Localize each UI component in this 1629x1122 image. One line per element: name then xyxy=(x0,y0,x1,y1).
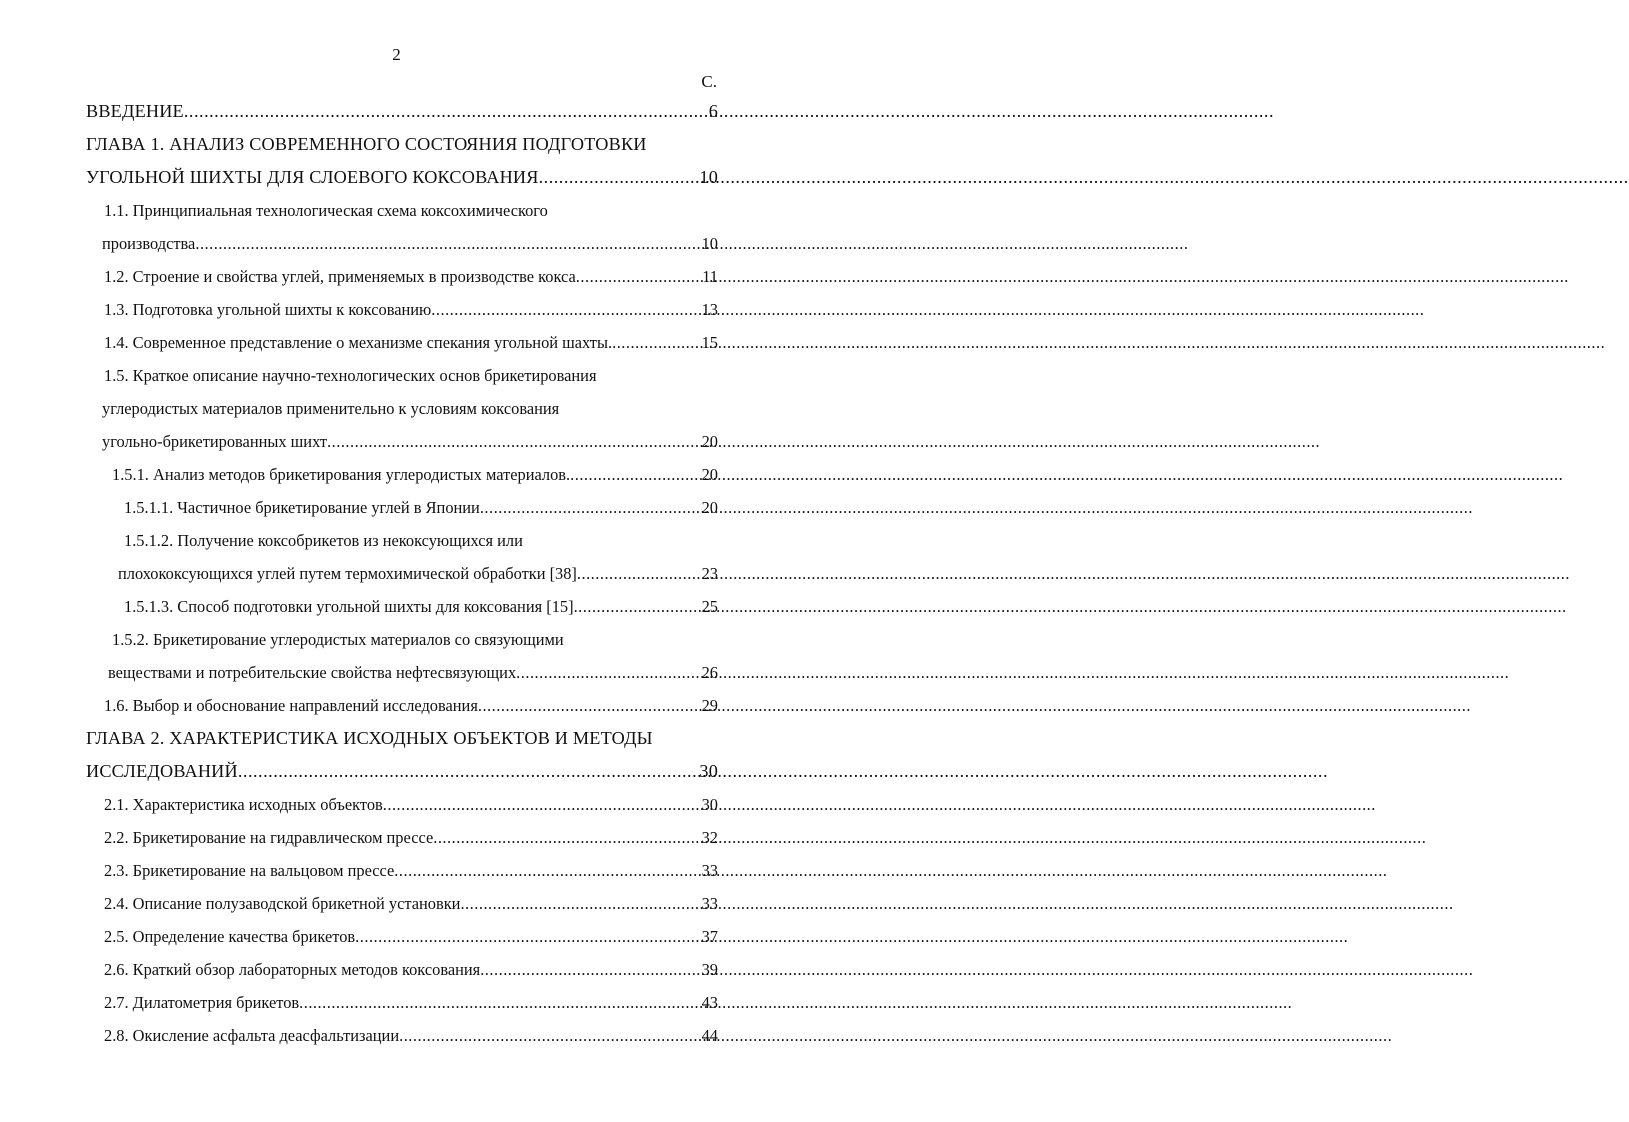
toc-page-number: 15 xyxy=(701,333,718,352)
toc-entry-text: 2.3. Брикетирование на вальцовом прессе xyxy=(104,861,395,880)
toc-entry-1-5-1-2 xyxy=(86,524,718,557)
dot-leader xyxy=(478,689,700,722)
toc-entry-text: ГЛАВА 2. ХАРАКТЕРИСТИКА ИСХОДНЫХ ОБЪЕКТОВ И МЕТОДЫ xyxy=(86,728,653,748)
toc-entry-1-5-cont xyxy=(86,392,718,425)
toc-entry-text: угольно-брикетированных шихт xyxy=(102,432,328,451)
toc-page-number: 20 xyxy=(701,432,718,451)
toc-entry-text: 1.5.1.3. Способ подготовки угольной шихты для коксования [15] xyxy=(124,597,574,616)
toc-entry-text: ВВЕДЕНИЕ xyxy=(86,101,184,121)
toc-page-number: 29 xyxy=(701,696,718,715)
toc-entry-text: веществами и потребительские свойства нефтесвязующих xyxy=(108,663,517,682)
toc-entry-text: 1.5.1. Анализ методов брикетирования углеродистых материалов. xyxy=(112,465,571,484)
toc-entry-chapter-1 xyxy=(86,128,718,161)
dot-leader xyxy=(480,953,699,986)
dot-leader xyxy=(299,986,699,1019)
toc-page-number: 11 xyxy=(702,267,718,286)
toc-entry-2-4 xyxy=(86,887,718,920)
dot-leader xyxy=(460,887,699,920)
toc-entry-1-5-1-3 xyxy=(86,590,718,623)
toc-entry-text: 1.2. Строение и свойства углей, применяемых в производстве кокса xyxy=(104,267,576,286)
toc-entry-text: 1.4. Современное представление о механизме спекания угольной шахты. xyxy=(104,333,613,352)
dot-leader xyxy=(399,1019,700,1052)
toc-entry-2-2 xyxy=(86,821,718,854)
toc-page-number: 23 xyxy=(701,564,718,583)
toc-entry-text: 2.2. Брикетирование на гидравлическом прессе xyxy=(104,828,434,847)
toc-page-number: 33 xyxy=(701,861,718,880)
toc-page-number: 32 xyxy=(701,828,718,847)
toc-entry-2-3 xyxy=(86,854,718,887)
toc-entry-2-7 xyxy=(86,986,718,1019)
toc-page-number: 39 xyxy=(701,960,718,979)
toc-entry-text: 2.6. Краткий обзор лабораторных методов коксования xyxy=(104,960,481,979)
toc-entry-1-3 xyxy=(86,293,718,326)
dot-leader xyxy=(327,425,700,458)
toc-entry-text: углеродистых материалов применительно к условиям коксования xyxy=(102,399,560,418)
toc-page-number: 26 xyxy=(701,663,718,682)
toc-page-number: 20 xyxy=(701,498,718,517)
toc-entry-chapter-2-cont xyxy=(86,755,718,788)
toc-entry-1-5-2 xyxy=(86,623,718,656)
dot-leader xyxy=(433,821,699,854)
toc-entry-text: 1.1. Принципиальная технологическая схема коксохимического xyxy=(104,201,548,220)
dot-leader xyxy=(516,656,699,689)
toc-entry-chapter-1-cont xyxy=(86,161,718,194)
dot-leader xyxy=(577,557,700,590)
toc-entry-1-1 xyxy=(86,194,718,227)
toc-page-number: 44 xyxy=(701,1026,718,1045)
toc-entry-text: 1.5. Краткое описание научно-технологических основ брикетирования xyxy=(104,366,597,385)
dot-leader xyxy=(576,260,700,293)
toc-entry-1-6 xyxy=(86,689,718,722)
dot-leader xyxy=(184,95,707,128)
toc-entry-text: 2.8. Окисление асфальта деасфальтизации xyxy=(104,1026,400,1045)
page-number: 2 xyxy=(392,45,401,64)
dot-leader xyxy=(383,788,700,821)
toc-entry-text: 1.5.1.2. Получение коксобрикетов из некоксующихся или xyxy=(124,531,523,550)
toc-page-number: 43 xyxy=(701,993,718,1012)
toc-entry-text: ГЛАВА 1. АНАЛИЗ СОВРЕМЕННОГО СОСТОЯНИЯ ПОДГОТОВКИ xyxy=(86,134,647,154)
toc-page-number: 37 xyxy=(701,927,718,946)
toc-entry-1-2 xyxy=(86,260,718,293)
toc-entry-text: 1.5.1.1. Частичное брикетирование углей в Японии xyxy=(124,498,480,517)
toc-page-number: 13 xyxy=(701,300,718,319)
toc-entry-1-5-1-2-cont xyxy=(86,557,718,590)
dot-leader xyxy=(539,161,698,194)
dot-leader xyxy=(570,458,699,491)
toc-entry-text: 2.7. Дилатометрия брикетов xyxy=(104,993,300,1012)
toc-page-number: 33 xyxy=(701,894,718,913)
toc-entry-text: 1.3. Подготовка угольной шихты к коксованию xyxy=(104,300,432,319)
dot-leader xyxy=(238,755,698,788)
toc-entry-1-5-1-1 xyxy=(86,491,718,524)
toc-page-number: 20 xyxy=(701,465,718,484)
dot-leader xyxy=(195,227,699,260)
dot-leader xyxy=(612,326,700,359)
toc-page-number: 30 xyxy=(699,761,718,781)
table-of-contents xyxy=(86,95,718,1052)
dot-leader xyxy=(431,293,699,326)
dot-leader xyxy=(574,590,700,623)
toc-entry-text: производства xyxy=(102,234,196,253)
toc-entry-1-1-cont xyxy=(86,227,718,260)
toc-entry-chapter-2 xyxy=(86,722,718,755)
toc-entry-text: 2.4. Описание полузаводской брикетной установки xyxy=(104,894,461,913)
toc-page-number: 10 xyxy=(701,234,718,253)
toc-entry-text: 1.6. Выбор и обоснование направлений исследования xyxy=(104,696,478,715)
toc-entry-text: 1.5.2. Брикетирование углеродистых материалов со связующими xyxy=(112,630,564,649)
toc-entry-1-5-1 xyxy=(86,458,718,491)
page-column-label: С. xyxy=(701,72,717,91)
toc-entry-1-4 xyxy=(86,326,718,359)
toc-entry-1-5-2-cont xyxy=(86,656,718,689)
toc-entry-1-5-cont-2 xyxy=(86,425,718,458)
toc-entry-text: 2.1. Характеристика исходных объектов xyxy=(104,795,383,814)
dot-leader xyxy=(394,854,699,887)
toc-page-number: 30 xyxy=(701,795,718,814)
dot-leader xyxy=(355,920,699,953)
dot-leader xyxy=(480,491,700,524)
toc-entry-intro xyxy=(86,95,718,128)
toc-entry-text: 2.5. Определение качества брикетов xyxy=(104,927,356,946)
toc-page-number: 6 xyxy=(708,101,718,121)
toc-entry-text: ИССЛЕДОВАНИЙ xyxy=(86,761,238,781)
toc-entry-2-1 xyxy=(86,788,718,821)
toc-entry-1-5 xyxy=(86,359,718,392)
toc-page-number: 25 xyxy=(701,597,718,616)
toc-entry-2-6 xyxy=(86,953,718,986)
toc-entry-2-8 xyxy=(86,1019,718,1052)
toc-entry-text: УГОЛЬНОЙ ШИХТЫ ДЛЯ СЛОЕВОГО КОКСОВАНИЯ xyxy=(86,167,539,187)
toc-entry-2-5 xyxy=(86,920,718,953)
toc-page-number: 10 xyxy=(699,167,718,187)
toc-entry-text: плохококсующихся углей путем термохимической обработки [38] xyxy=(118,564,577,583)
